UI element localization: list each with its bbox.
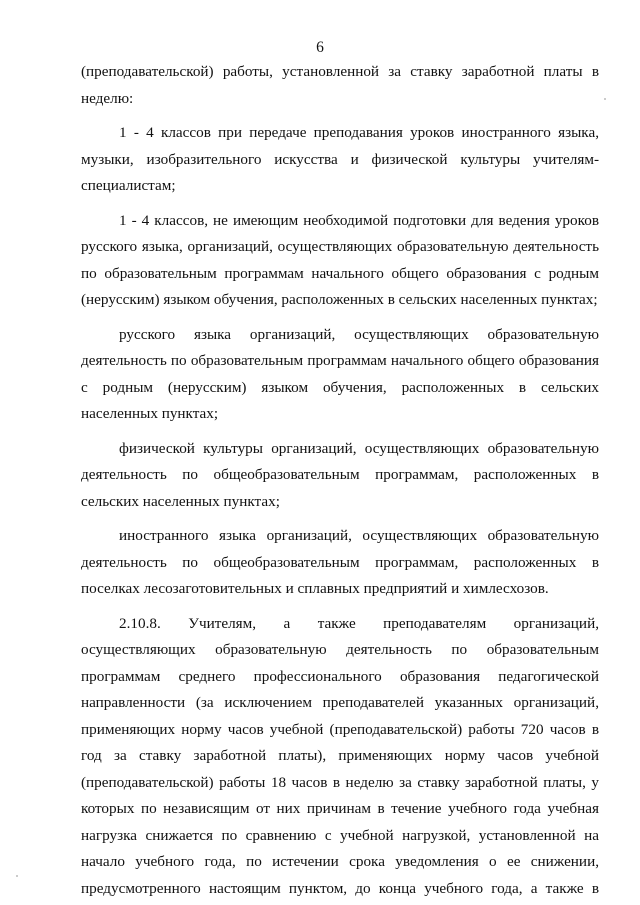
page-number: 6 <box>316 39 324 56</box>
paragraph-6: иностранного языка организаций, осуществляющих образовательную деятельность по общеобразовательным программам, расположенных в поселках лесозаготовительных и сплавных предприятий и химлесхозов. <box>81 527 599 597</box>
paragraph-5: физической культуры организаций, осуществляющих образовательную деятельность по общеобразовательным программам, расположенных в сельских населенных пунктах; <box>81 439 599 510</box>
paragraph-7: 2.10.8. Учителям, а также преподавателям организаций, осуществляющих образовательную деятельность по образовательным программам среднего профессионального образования педагогической направленности (за исключением преподавателей указанных организаций, применяющих норму часов учебной (преподавательской) работы 720 часов в год за ставку заработной платы), применяющих норму часов учебной (преподавательской) работы 18 часов в неделю за ставку заработной платы, у которых по независящим от них причинам в течение учебного года учебная нагрузка снижается по сравнению с учебной нагрузкой, установленной на начало учебного года, по истечении срока уведомления о ее снижении, предусмотренного настоящим пунктом, до конца учебного года, а также в <box>81 614 599 897</box>
scan-speck <box>16 875 18 877</box>
document-body <box>81 59 599 902</box>
paragraph-3: 1 - 4 классов, не имеющим необходимой подготовки для ведения уроков русского языка, организаций, осуществляющих образовательную деятельность по образовательным программам начального общего образования с родным (нерусским) языком обучения, расположенных в сельских населенных пунктах; <box>81 211 599 308</box>
scan-speck <box>604 98 606 100</box>
paragraph-2: 1 - 4 классов при передаче преподавания уроков иностранного языка, музыки, изобразительного искусства и физической культуры учителям-специалистам; <box>81 124 599 194</box>
paragraph-1: (преподавательской) работы, установленной за ставку заработной платы в неделю: <box>81 63 599 107</box>
paragraph-4: русского языка организаций, осуществляющих образовательную деятельность по образовательным программам начального общего образования с родным (нерусским) языком обучения, расположенных в сельских населенных пунктах; <box>81 325 599 422</box>
